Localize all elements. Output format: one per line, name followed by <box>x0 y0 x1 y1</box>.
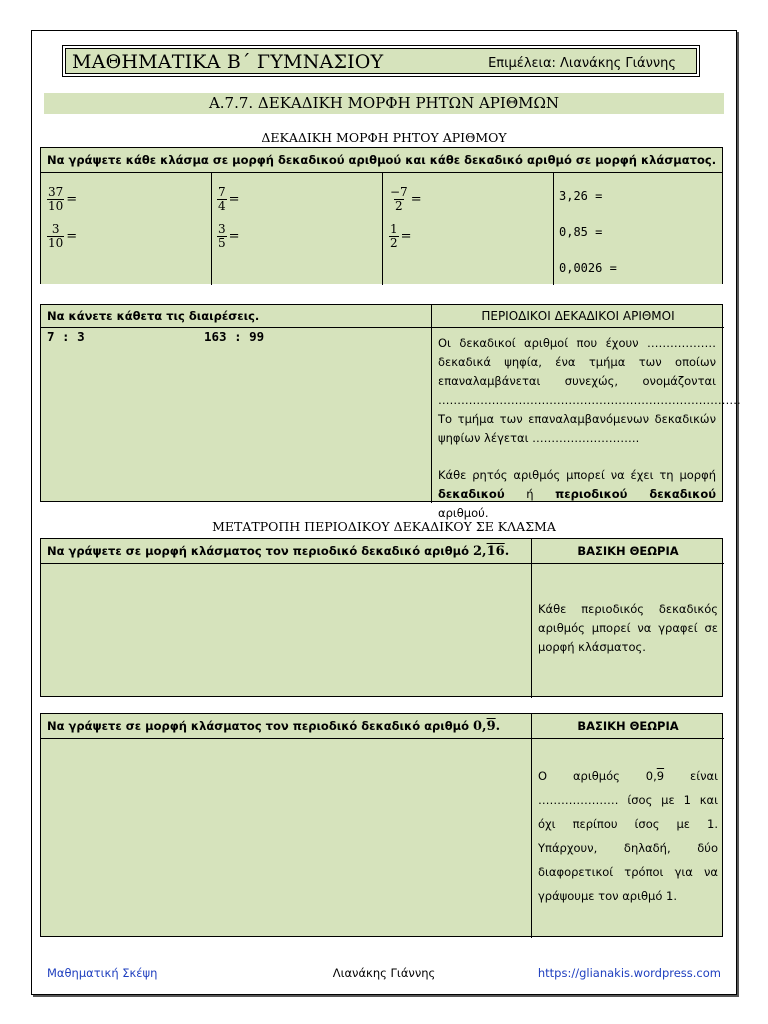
part4-instruction: Να γράψετε σε μορφή κλάσματος τον περιοδικό δεκαδικό αριθμό 0,9. <box>47 719 501 734</box>
grid-divider <box>553 173 554 285</box>
footer-left: Μαθηματική Σκέψη <box>47 966 158 980</box>
part3-instruction: Να γράψετε σε μορφή κλάσματος τον περιοδικό δεκαδικό αριθμό 2,16. <box>47 544 510 559</box>
fraction-exercise[interactable]: $\frac{1}{2}$ = <box>390 222 412 250</box>
fraction-exercise[interactable]: $\frac{7}{4}$ = <box>218 185 240 213</box>
part4-theory-text: Ο αριθμός 0,9 είναι ………………… ίσος με 1 και όχι περίπου ίσος με 1. Υπάρχουν, δηλαδή, δύο διαφορετικοί τρόποι για να γράψουμε τον αριθμό 1. <box>538 769 718 903</box>
fraction-column-1 <box>47 186 77 260</box>
decimal-exercise[interactable]: 3,26 = <box>559 189 603 203</box>
theory-paragraph: Οι δεκαδικοί αριθμοί που έχουν ……………… δεκαδικά ψηφία, ένα τμήμα των οποίων επαναλαμβάνεται συνεχώς, ονομάζονται ……………………………………………………………………. Το τμήμα των επαναλαμβανόμενων δεκαδικών ψηφίων λέγεται ………………………. <box>438 336 741 445</box>
header-panel <box>65 48 697 74</box>
part1-exercise-grid <box>40 172 723 284</box>
grid-divider <box>211 173 212 285</box>
fraction-exercise[interactable]: $\frac{-7}{2}$ = <box>390 185 422 213</box>
grid-divider <box>41 738 724 739</box>
part1-instruction: Να γράψετε κάθε κλάσμα σε μορφή δεκαδικού αριθμού και κάθε δεκαδικό αριθμό σε μορφή κλάσματος. <box>47 153 717 167</box>
grid-divider <box>41 327 724 328</box>
grid-divider <box>431 305 432 503</box>
footer-center: Λιανάκης Γιάννης <box>332 966 436 980</box>
bold-term: δεκαδικού <box>438 487 505 501</box>
fraction-exercise[interactable]: $\frac{3}{5}$ = <box>218 222 240 250</box>
grid-divider <box>382 173 383 285</box>
grid-divider <box>41 563 724 564</box>
fraction-column-2 <box>217 186 240 260</box>
fraction-column-3 <box>389 186 422 260</box>
grid-divider <box>531 714 532 938</box>
fraction-exercise[interactable]: $\frac{37}{10}$ = <box>48 185 78 213</box>
part2-box <box>40 304 741 520</box>
part3-theory-heading: ΒΑΣΙΚΗ ΘΕΩΡΙΑ <box>577 544 679 558</box>
header-title: ΜΑΘΗΜΑΤΙΚΑ Β΄ ΓΥΜΝΑΣΙΟΥ <box>72 51 384 73</box>
fraction-exercise[interactable]: $\frac{3}{10}$ = <box>48 222 78 250</box>
footer-link[interactable]: https://glianakis.wordpress.com <box>537 966 721 980</box>
decimal-column <box>559 189 617 297</box>
part4-box <box>40 713 723 937</box>
part1-heading: ΔΕΚΑΔΙΚΗ ΜΟΡΦΗ ΡΗΤΟΥ ΑΡΙΘΜΟΥ <box>261 130 507 145</box>
part3-theory-text: Κάθε περιοδικός δεκαδικός αριθμός μπορεί να γραφεί σε μορφή κλάσματος. <box>538 602 718 654</box>
part1-instruction-box <box>40 147 723 173</box>
part2-theory-heading: ΠΕΡΙΟΔΙΚΟΙ ΔΕΚΑΔΙΚΟΙ ΑΡΙΘΜΟΙ <box>481 309 675 323</box>
part2-instruction: Να κάνετε κάθετα τις διαιρέσεις. <box>47 309 260 323</box>
part2-theory-text <box>438 334 741 523</box>
header <box>62 45 700 77</box>
decimal-exercise[interactable]: 0,85 = <box>559 225 603 239</box>
division-1: 7 : 3 <box>47 329 85 344</box>
division-2: 163 : 99 <box>204 329 265 344</box>
periodic-number: 2,16. <box>473 544 510 559</box>
part3-heading: ΜΕΤΑΤΡΟΠΗ ΠΕΡΙΟΔΙΚΟΥ ΔΕΚΑΔΙΚΟΥ ΣΕ ΚΛΑΣΜΑ <box>212 519 556 534</box>
bold-term: περιοδικού δεκαδικού <box>555 487 716 501</box>
part3-box <box>40 538 723 697</box>
periodic-number: 0,9. <box>473 719 501 734</box>
part4-theory-heading: ΒΑΣΙΚΗ ΘΕΩΡΙΑ <box>577 719 679 733</box>
section-title: Α.7.7. ΔΕΚΑΔΙΚΗ ΜΟΡΦΗ ΡΗΤΩΝ ΑΡΙΘΜΩΝ <box>44 93 724 114</box>
header-editor: Επιμέλεια: Λιανάκης Γιάννης <box>488 56 676 71</box>
decimal-exercise[interactable]: 0,0026 = <box>559 261 617 275</box>
theory-paragraph: Κάθε ρητός αριθμός μπορεί να έχει τη μορφή δεκαδικού ή περιοδικού δεκαδικού αριθμού. <box>438 468 716 520</box>
